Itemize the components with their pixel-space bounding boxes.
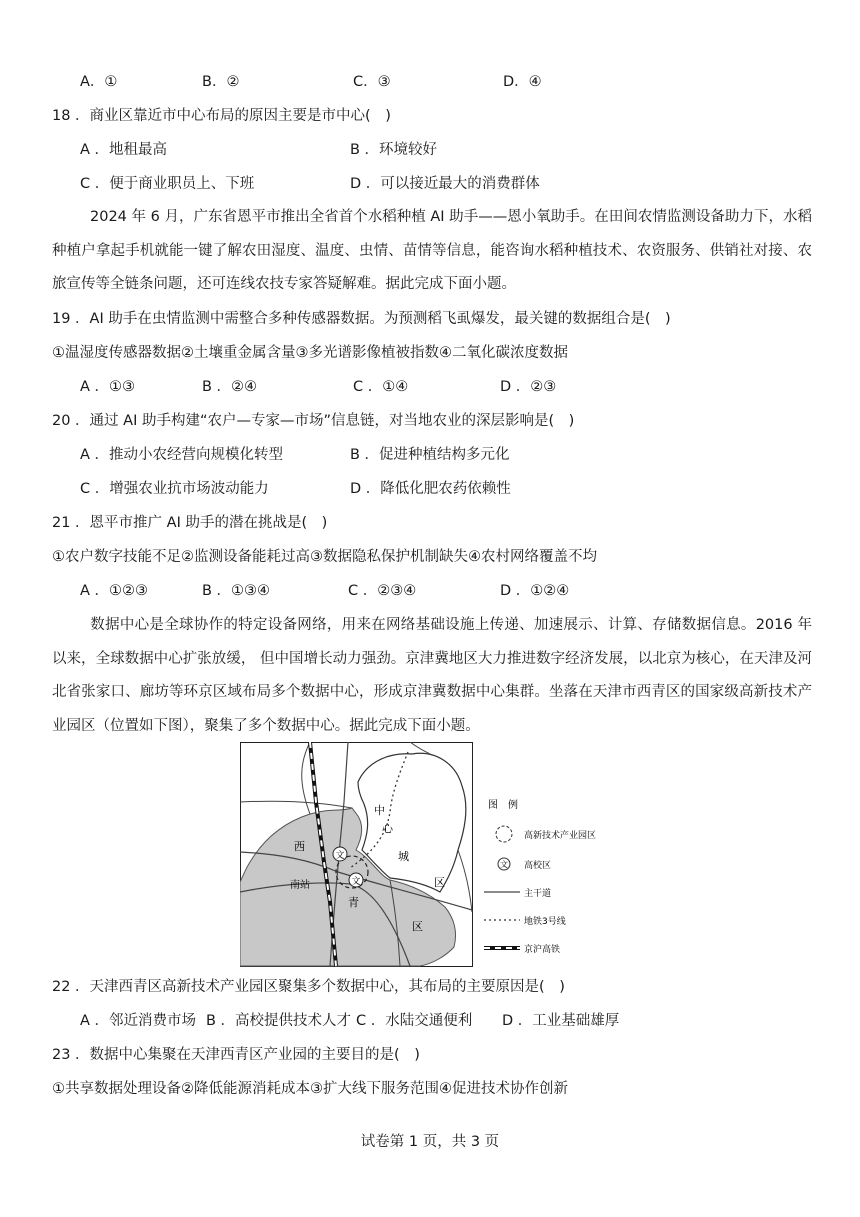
label-zhong: 中 xyxy=(374,804,385,817)
q21-option-d: D ．①②④ xyxy=(500,583,570,599)
q21-option-b: B ．①③④ xyxy=(202,583,271,599)
q20-option-b: B ．促进种植结构多元化 xyxy=(350,447,510,463)
q17-option-b: B．② xyxy=(202,74,240,90)
q19-option-d: D ．②③ xyxy=(500,379,557,395)
q23-statements: ①共享数据处理设备②降低能源消耗成本③扩大线下服务范围④促进技术协作创新 xyxy=(52,1081,568,1097)
q22-stem: 22 ．天津西青区高新技术产业园区聚集多个数据中心，其布局的主要原因是( ) xyxy=(52,979,565,995)
q19-stem: 19 ．AI 助手在虫情监测中需整合多种传感器数据。为预测稻飞虱爆发，最关键的数据组合是( ) xyxy=(52,311,671,327)
q17-option-d: D．④ xyxy=(503,74,542,90)
q17-option-c: C．③ xyxy=(353,74,391,90)
q22-option-b: B ．高校提供技术人才 xyxy=(206,1013,352,1029)
q20-stem: 20 ．通过 AI 助手构建“农户—专家—市场”信息链，对当地农业的深层影响是( ) xyxy=(52,413,575,429)
q18-option-b: B ．环境较好 xyxy=(350,142,438,158)
q17-option-a: A．① xyxy=(80,74,118,90)
q18-option-c: C ．便于商业职员上、下班 xyxy=(80,176,255,192)
university-marker-1-label: 文 xyxy=(335,851,345,861)
label-xin: 心 xyxy=(382,822,393,835)
passage-data-center: 数据中心是全球协作的特定设备网络，用来在网络基础设施上传递、加速展示、计算、存储数据信息。2016 年以来，全球数据中心扩张放缓， 但中国增长动力强劲。京津冀地区大力推进数字经济发展，以北京为核心，在天津及河北省张家口、廊坊等环京区域布局多个数据中心，形成京津冀数据中心集群。坐落在天津市西青区的国家级高新技术产业园区（位置如下图），聚集了多个数据中心。据此完成下面小题。 xyxy=(52,617,812,734)
q20-option-a: A ．推动小农经营向规模化转型 xyxy=(80,447,284,463)
q21-option-c: C ．②③④ xyxy=(348,583,417,599)
q20-option-c: C ．增强农业抗市场波动能力 xyxy=(80,481,269,497)
label-cheng: 城 xyxy=(398,850,409,863)
legend-metro-label: 地铁3号线 xyxy=(524,917,566,927)
q21-statements: ①农户数字技能不足②监测设备能耗过高③数据隐私保护机制缺失④农村网络覆盖不均 xyxy=(52,549,597,565)
page-footer: 试卷第 1 页，共 3 页 xyxy=(360,1134,500,1150)
label-qing: 青 xyxy=(348,896,359,909)
label-xi: 西 xyxy=(294,840,305,853)
label-qu-1: 区 xyxy=(434,876,445,889)
legend-road-label: 主干道 xyxy=(524,889,552,899)
label-qu-2: 区 xyxy=(412,920,423,933)
legend-university-glyph: 文 xyxy=(500,860,508,869)
q22-option-c: C ．水陆交通便利 xyxy=(356,1013,473,1029)
q21-option-a: A ．①②③ xyxy=(80,583,149,599)
q18-option-d: D ．可以接近最大的消费群体 xyxy=(350,176,540,192)
q20-option-d: D ．降低化肥农药依赖性 xyxy=(350,481,511,497)
legend-university-label: 高校区 xyxy=(524,861,552,871)
legend-hsr-label: 京沪高铁 xyxy=(524,945,561,955)
passage-ai-assistant: 2024 年 6 月，广东省恩平市推出全省首个水稻种植 AI 助手——恩小氧助手。在田间农情监测设备助力下，水稻种植户拿起手机就能一键了解农田湿度、温度、虫情、苗情等信息，能咨询水稻种植技术、农资服务、供销社对接、农旅宣传等全链条问题，还可连线农技专家答疑解难。据此完成下面小题。 xyxy=(52,209,812,292)
q18-stem: 18 ．商业区靠近市中心布局的原因主要是市中心( ) xyxy=(52,108,391,124)
tianjin-xiqing-map xyxy=(240,742,606,967)
label-nanzhan: 南站 xyxy=(290,880,310,891)
q18-option-a: A ．地租最高 xyxy=(80,142,168,158)
q19-option-c: C ．①④ xyxy=(353,379,409,395)
q19-option-a: A ．①③ xyxy=(80,379,136,395)
legend-title: 图 例 xyxy=(488,800,518,811)
legend-park-symbol xyxy=(496,826,512,842)
q19-statements: ①温湿度传感器数据②土壤重金属含量③多光谱影像植被指数④二氧化碳浓度数据 xyxy=(52,345,568,361)
q19-option-b: B ．②④ xyxy=(202,379,258,395)
map-figure xyxy=(240,742,606,967)
q22-option-a: A ．邻近消费市场 xyxy=(80,1013,197,1029)
q22-option-d: D ．工业基础雄厚 xyxy=(502,1013,620,1029)
university-marker-2-label: 文 xyxy=(351,877,361,887)
q23-stem: 23 ．数据中心集聚在天津西青区产业园的主要目的是( ) xyxy=(52,1047,420,1063)
legend-park-label: 高新技术产业园区 xyxy=(524,831,597,841)
q21-stem: 21 ．恩平市推广 AI 助手的潜在挑战是( ) xyxy=(52,515,328,531)
